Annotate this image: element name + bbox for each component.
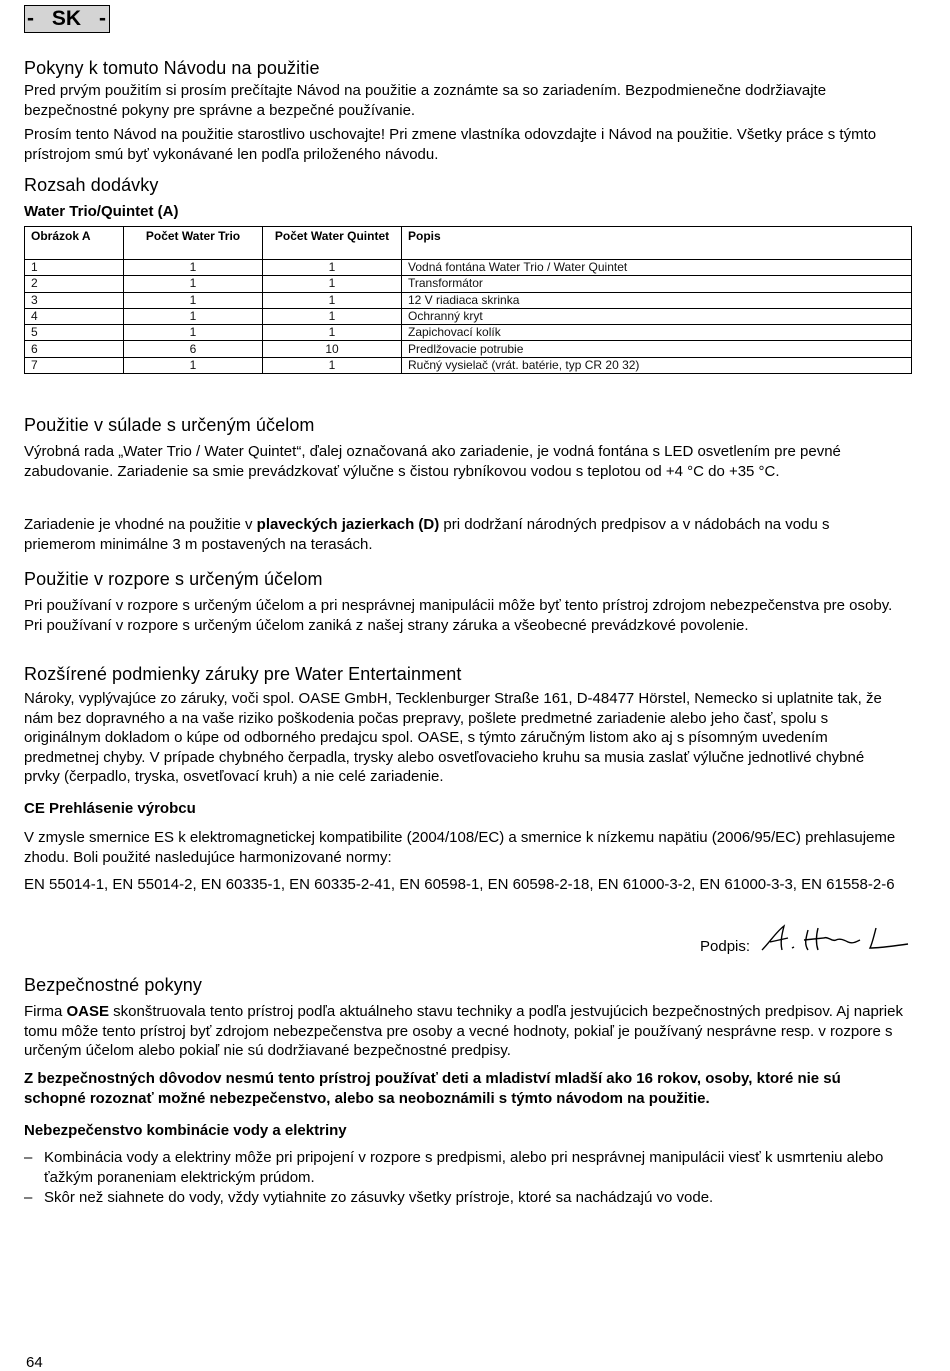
intended-use-paragraph-2 — [24, 515, 884, 554]
supply-subheading: Water Trio/Quintet (A) — [24, 203, 179, 220]
cell-description: 12 V riadiaca skrinka — [402, 292, 912, 308]
table-row — [25, 308, 912, 324]
cell-quintet-count: 1 — [263, 276, 402, 292]
warranty-paragraph: Nároky, vyplývajúce zo záruky, voči spol. OASE GmbH, Tecklenburger Straße 161, D-48477 Hörstel, Nemecko si uplatnite tak, že nám bez dopravného a na vaše riziko poškodenia počas prepravy, pošlete predmetné zariadenie alebo jeho časť, spolu s originálnym dokladom o kúpe od odborného predajcu spol. OASE, s týmto záručným listom ako aj s písomným uvedením predmetnej chyby. V prípade chybného čerpadla, trysky alebo osvetľovacieho kruhu sa musia zaslať výlučne jednotlivé chybné prvky (čerpadlo, tryska, osvetľovací kruh) a nie celé zariadenie. — [24, 690, 882, 785]
safety-warning-paragraph: Z bezpečnostných dôvodov nesmú tento prístroj používať deti a mladiství mladší ako 16 rokov, osoby, ktoré nie sú schopné rozoznať možné nebezpečenstvo, alebo sa neoboznámili s týmto návodom na použitie. — [24, 1070, 841, 1107]
intended-use-swimming-ponds: plaveckých jazierkach (D) — [256, 516, 440, 533]
cell-trio-count: 1 — [124, 357, 263, 373]
instructions-paragraph-2: Prosím tento Návod na použitie starostlivo uschovajte! Pri zmene vlastníka odovzdajte i Návod na použitie. Všetky práce s týmto prístrojom smú byť vykonávané len podľa priloženého návodu. — [24, 126, 877, 163]
table-row — [25, 357, 912, 373]
bullet-dash: – — [24, 1189, 33, 1206]
safety-brand: OASE — [66, 1003, 110, 1020]
cell-figure-number: 6 — [25, 341, 124, 357]
cell-quintet-count: 1 — [263, 325, 402, 341]
cell-description: Zapichovací kolík — [402, 325, 912, 341]
page-number: 64 — [26, 1354, 43, 1371]
instructions-paragraph-1: Pred prvým použitím si prosím prečítajte Návod na použitie a zoznámte sa so zariadením. Bezpodmienečne dodržiavajte bezpečnostné pokyny pre správne a bezpečné používanie. — [24, 82, 827, 119]
water-electricity-heading: Nebezpečenstvo kombinácie vody a elektriny — [24, 1122, 347, 1139]
supply-table — [24, 226, 912, 374]
warranty-heading: Rozšírené podmienky záruky pre Water Entertainment — [24, 664, 462, 684]
cell-description: Transformátor — [402, 276, 912, 292]
cell-description: Vodná fontána Water Trio / Water Quintet — [402, 260, 912, 276]
column-header-description: Popis — [402, 227, 912, 260]
language-badge-dash-left: - — [27, 7, 34, 30]
cell-trio-count: 1 — [124, 292, 263, 308]
language-badge — [24, 5, 110, 33]
instructions-heading: Pokyny k tomuto Návodu na použitie — [24, 58, 320, 78]
misuse-paragraph: Pri používaní v rozpore s určeným účelom a pri nesprávnej manipulácii môže byť tento prístroj zdrojom nebezpečenstva pre osoby. Pri používaní v rozpore s určeným účelom zaniká z našej strany záruka a všeobecné prevádzkové povolenie. — [24, 597, 893, 634]
cell-trio-count: 6 — [124, 341, 263, 357]
cell-quintet-count: 1 — [263, 292, 402, 308]
intended-use-text-after: pri dodržaní národných predpisov a v nádobách na vodu s priemerom minimálne 3 m postavených na terasách. — [24, 516, 830, 553]
safety-paragraph-1 — [24, 1002, 904, 1061]
ce-heading: CE Prehlásenie výrobcu — [24, 800, 196, 817]
cell-figure-number: 3 — [25, 292, 124, 308]
list-item — [24, 1148, 904, 1188]
table-row — [25, 260, 912, 276]
bullet-text: Kombinácia vody a elektriny môže pri pripojení v rozpore s predpismi, alebo pri nesprávnej manipulácii viesť k usmrteniu alebo ťažkým poraneniam elektrickým prúdom. — [44, 1149, 884, 1186]
ce-standards-list: EN 55014-1, EN 55014-2, EN 60335-1, EN 60335-2-41, EN 60598-1, EN 60598-2-18, EN 61000-3-2, EN 61000-3-3, EN 61558-2-6 — [24, 876, 895, 893]
safety-heading: Bezpečnostné pokyny — [24, 975, 203, 995]
cell-quintet-count: 10 — [263, 341, 402, 357]
safety-text-after: skonštruovala tento prístroj podľa aktuálneho stavu techniky a podľa jestvujúcich bezpečnostných predpisov. Aj napriek tomu môže tento prístroj byť zdrojom nebezpečenstva pre osoby a vecné hodnoty, pokiaľ je používaný nesprávne resp. v rozpore s určeným účelom alebo pokiaľ nie sú dodržiavané bezpečnostné predpisy. — [24, 1003, 903, 1059]
cell-quintet-count: 1 — [263, 260, 402, 276]
signature-label: Podpis: — [700, 938, 751, 955]
intended-use-text-before: Zariadenie je vhodné na použitie v — [24, 516, 257, 533]
cell-quintet-count: 1 — [263, 357, 402, 373]
misuse-heading: Použitie v rozpore s určeným účelom — [24, 569, 323, 589]
language-badge-code: SK — [51, 7, 82, 30]
supply-table-header-row — [25, 227, 912, 260]
cell-trio-count: 1 — [124, 308, 263, 324]
column-header-figure: Obrázok A — [25, 227, 124, 260]
cell-description: Ochranný kryt — [402, 308, 912, 324]
cell-quintet-count: 1 — [263, 308, 402, 324]
cell-figure-number: 7 — [25, 357, 124, 373]
cell-trio-count: 1 — [124, 260, 263, 276]
safety-text-before: Firma — [24, 1003, 67, 1020]
intended-use-paragraph-1: Výrobná rada „Water Trio / Water Quintet“, ďalej označovaná ako zariadenie, je vodná fontána s LED osvetlením pre pevné zabudovanie. Zariadenie sa smie prevádzkovať výlučne s čistou rybníkovou vodou s teplotou od +4 °C do +35 °C. — [24, 443, 841, 480]
column-header-quintet-count: Počet Water Quintet — [263, 227, 402, 260]
intended-use-heading: Použitie v súlade s určeným účelom — [24, 415, 315, 435]
cell-figure-number: 1 — [25, 260, 124, 276]
table-row — [25, 325, 912, 341]
column-header-trio-count: Počet Water Trio — [124, 227, 263, 260]
signature-image — [758, 922, 910, 954]
cell-figure-number: 4 — [25, 308, 124, 324]
table-row — [25, 276, 912, 292]
supply-heading: Rozsah dodávky — [24, 175, 159, 195]
cell-trio-count: 1 — [124, 276, 263, 292]
bullet-text: Skôr než siahnete do vody, vždy vytiahnite zo zásuvky všetky prístroje, ktoré sa nachádzajú vo vode. — [44, 1189, 714, 1206]
language-badge-dash-right: - — [99, 7, 106, 30]
cell-figure-number: 2 — [25, 276, 124, 292]
table-row — [25, 341, 912, 357]
list-item — [24, 1188, 904, 1208]
cell-description: Ručný vysielač (vrát. batérie, typ CR 20 32) — [402, 357, 912, 373]
bullet-dash: – — [24, 1149, 33, 1166]
cell-figure-number: 5 — [25, 325, 124, 341]
cell-description: Predlžovacie potrubie — [402, 341, 912, 357]
cell-trio-count: 1 — [124, 325, 263, 341]
ce-paragraph-1: V zmysle smernice ES k elektromagnetickej kompatibilite (2004/108/EC) a smernice k nízkemu napätiu (2006/95/EC) prehlasujeme zhodu. Boli použité nasledujúce harmonizované normy: — [24, 829, 896, 866]
table-row — [25, 292, 912, 308]
